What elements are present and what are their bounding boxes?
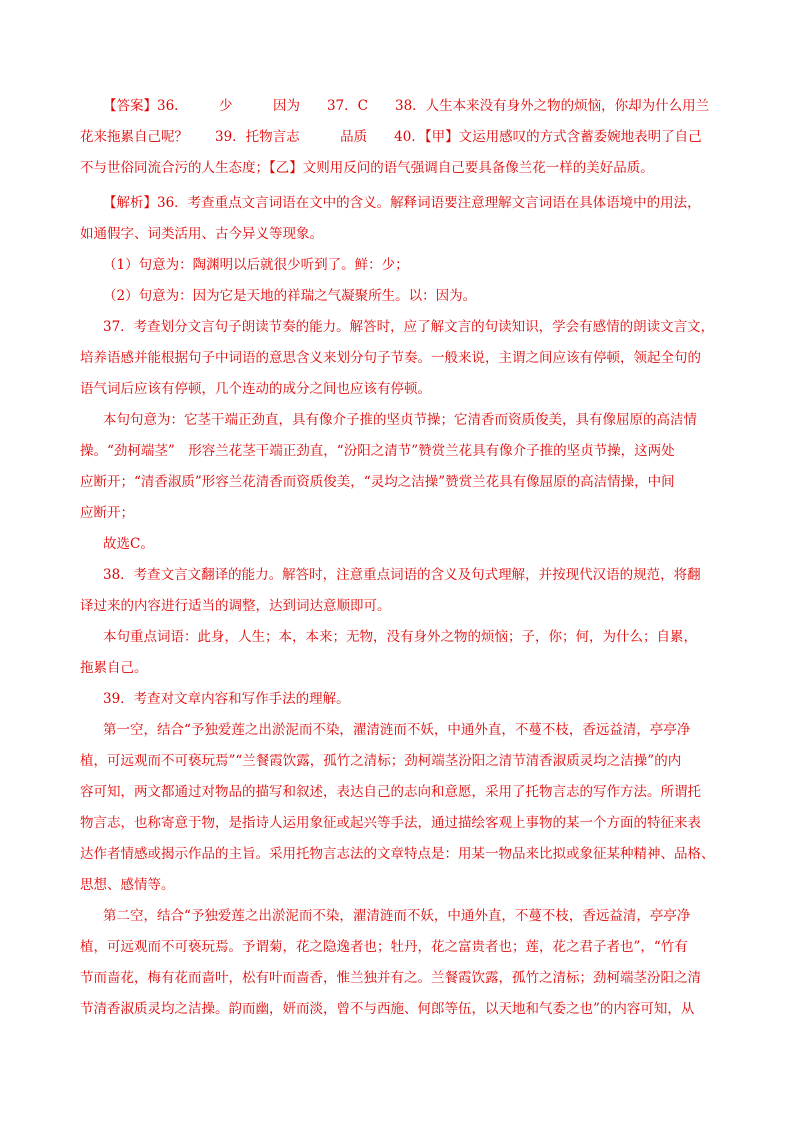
answer-line-1: 【答案】36. 少 因为 37．C 38．人生本来没有身外之物的烦恼，你却为什么用兰: [103, 98, 710, 114]
analysis-line-2: 如通假字、词类活用、古今异义等现象。: [80, 226, 323, 242]
q39-blank2-line-2: 植，可远观而不可亵玩焉。予谓菊，花之隐逸者也；牡丹，花之富贵者也；莲，花之君子者也”，“竹有: [80, 939, 688, 955]
q39-line-1: 39．考查对文章内容和写作手法的理解。: [103, 691, 350, 707]
q37-meaning-1: 本句句意为：它茎干端正劲直，具有像介子推的坚贞节操；它清香而资质俊美，具有像屈原的高洁情: [103, 412, 697, 428]
q39-blank1-line-4: 物言志，也称寄意于物，是指诗人运用象征或起兴等手法，通过描绘客观上事物的某一个方面的特征来表: [80, 815, 701, 831]
answer-line-3: 不与世俗同流合污的人生态度；【乙】文则用反问的语气强调自己要具备像兰花一样的美好品质。: [80, 160, 654, 176]
q36-sentence-2: （2）句意为：因为它是天地的祥瑞之气凝聚所生。以：因为。: [103, 288, 477, 304]
q36-sentence-1: （1）句意为：陶渊明以后就很少听到了。鲜：少；: [103, 257, 409, 273]
q37-line-3: 语气词后应该有停顿，几个连动的成分之间也应该有停顿。: [80, 381, 431, 397]
q39-blank2-line-3: 节而啬花，梅有花而啬叶，松有叶而啬香，惟兰独并有之。兰餐霞饮露，孤竹之清标；劲柯端茎汾阳之清: [80, 970, 701, 986]
answer-line-2: 花来拖累自己呢？ 39．托物言志 品质 40．【甲】文运用感叹的方式含蓄委婉地表明了自己: [80, 129, 702, 145]
q38-words-1: 本句重点词语：此身，人生；本，本来；无物，没有身外之物的烦恼；子，你；何，为什么；自累，: [103, 629, 697, 645]
q39-blank1-line-6: 思想、感情等。: [80, 877, 175, 893]
q37-meaning-4: 应断开；: [80, 505, 134, 521]
q39-blank2-line-1: 第二空，结合“予独爱莲之出淤泥而不染，濯清涟而不妖，中通外直，不蔓不枝，香远益清，亭亭净: [103, 908, 691, 924]
analysis-line-1: 【解析】36．考查重点文言词语在文中的含义。解释词语要注意理解文言词语在具体语境中的用法，: [103, 195, 701, 211]
q37-meaning-3: 应断开；“清香淑质”形容兰花清香而资质俊美，“灵均之洁操”赞赏兰花具有像屈原的高洁情操，中间: [80, 474, 675, 490]
q37-line-2: 培养语感并能根据句子中词语的意思含义来划分句子节奏。一般来说，主谓之间应该有停顿，领起全句的: [80, 350, 701, 366]
q39-blank1-line-1: 第一空，结合“予独爱莲之出淤泥而不染，濯清涟而不妖，中通外直，不蔓不枝，香远益清，亭亭净: [103, 722, 691, 738]
q38-line-1: 38．考查文言文翻译的能力。解答时，注意重点词语的含义及句式理解，并按现代汉语的规范，将翻: [103, 567, 701, 583]
q37-meaning-2: 操。“劲柯端茎” 形容兰花茎干端正劲直，“汾阳之清节”赞赏兰花具有像介子推的坚贞节操，这两处: [80, 443, 675, 459]
q38-words-2: 拖累自己。: [80, 660, 148, 676]
q38-line-2: 译过来的内容进行适当的调整，达到词达意顺即可。: [80, 598, 391, 614]
q37-line-1: 37．考查划分文言句子朗读节奏的能力。解答时，应了解文言的句读知识，学会有感情的朗读文言文，: [103, 319, 715, 335]
q39-blank1-line-3: 容可知，两文都通过对物品的描写和叙述，表达自己的志向和意愿，采用了托物言志的写作方法。所谓托: [80, 784, 701, 800]
q37-choice: 故选C。: [103, 536, 154, 552]
q39-blank2-line-4: 节清香淑质灵均之洁操。韵而幽，妍而淡，曾不与西施、何郎等伍，以天地和气委之也”的内容可知，从: [80, 1001, 695, 1017]
q39-blank1-line-5: 达作者情感或揭示作品的主旨。采用托物言志法的文章特点是：用某一物品来比拟或象征某种精神、品格、: [80, 846, 715, 862]
q39-blank1-line-2: 植，可远观而不可亵玩焉”“兰餐霞饮露，孤竹之清标；劲柯端茎汾阳之清节清香淑质灵均之洁操”的内: [80, 753, 682, 769]
